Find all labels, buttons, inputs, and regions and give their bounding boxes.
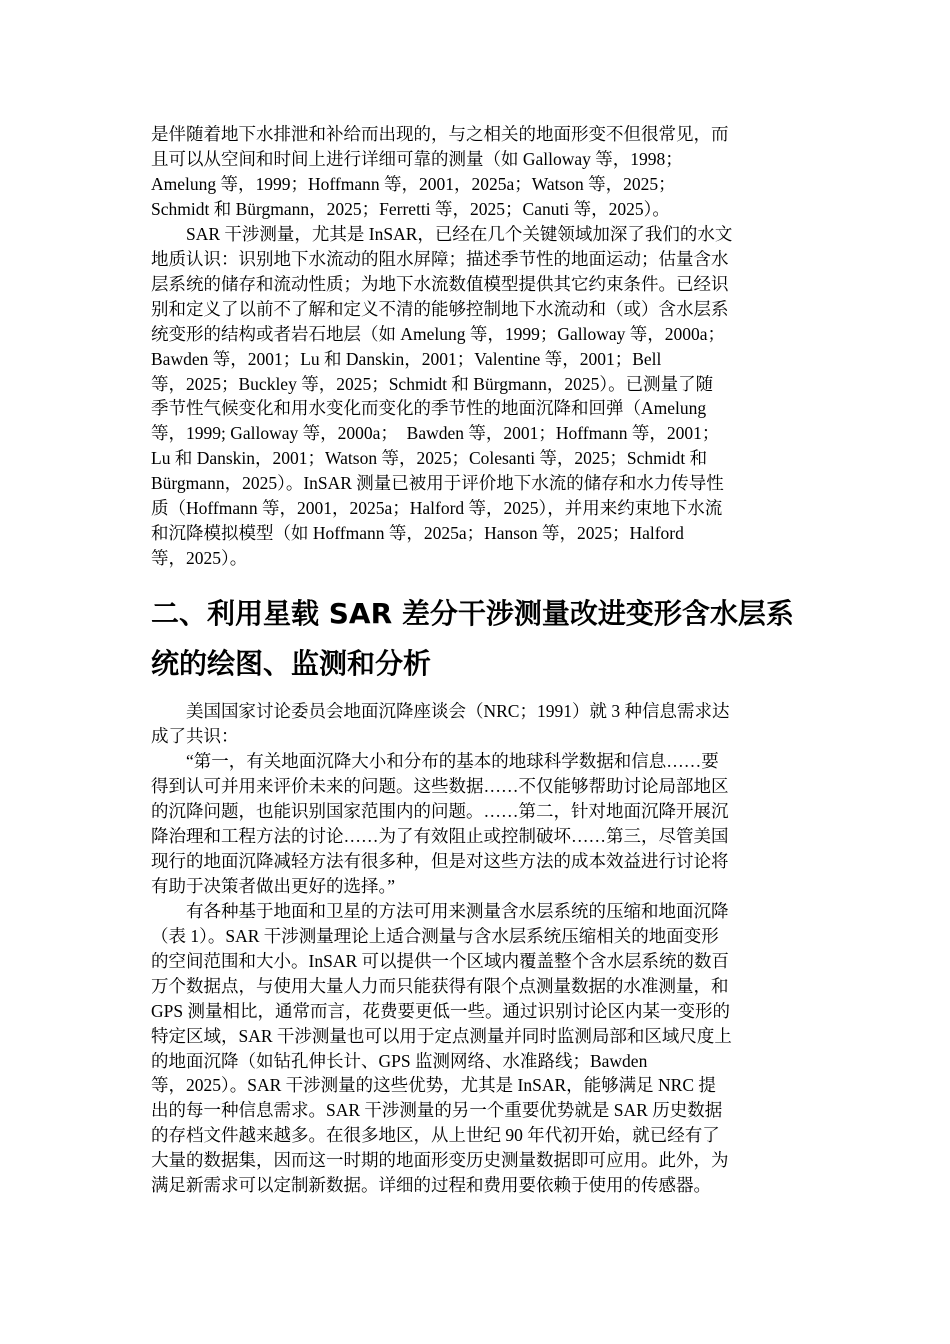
text-line: 等，2025）。 <box>151 548 248 569</box>
text-line: 季节性气候变化和用水变化而变化的季节性的地面沉降和回弹（Amelung <box>151 398 707 419</box>
text-line: “第一，有关地面沉降大小和分布的基本的地球科学数据和信息……要 <box>151 751 719 772</box>
text-line: 且可以从空间和时间上进行详细可靠的测量（如 Galloway 等，1998； <box>151 148 683 169</box>
section-heading <box>151 589 799 689</box>
paragraph-3 <box>151 699 799 749</box>
text-line: 地质认识：识别地下水流动的阻水屏障；描述季节性的地面运动；估量含水 <box>151 248 729 269</box>
text-line: 有各种基于地面和卫星的方法可用来测量含水层系统的压缩和地面沉降 <box>151 900 729 921</box>
text-line: 大量的数据集，因而这一时期的地面形变历史测量数据即可应用。此外，为 <box>151 1150 729 1171</box>
text-line: 成了共识： <box>151 726 239 747</box>
heading-line: 二、利用星载 SAR 差分干涉测量改进变形含水层系 <box>151 597 794 631</box>
text-line: 等，2025；Buckley 等，2025；Schmidt 和 Bürgmann，2025）。已测量了随 <box>151 373 714 394</box>
text-line: 美国国家讨论委员会地面沉降座谈会（NRC；1991）就 3 种信息需求达 <box>151 701 730 722</box>
text-line: 得到认可并用来评价未来的问题。这些数据……不仅能够帮助讨论局部地区 <box>151 776 729 797</box>
text-line: GPS 测量相比，通常而言，花费要更低一些。通过识别讨论区内某一变形的 <box>151 1000 730 1021</box>
heading-line: 统的绘图、监测和分析 <box>151 647 432 681</box>
text-line: Bawden 等，2001；Lu 和 Danskin，2001；Valentine 等，2001；Bell <box>151 348 662 369</box>
text-line: 的存档文件越来越多。在很多地区，从上世纪 90 年代初开始，就已经有了 <box>151 1125 720 1146</box>
text-line: 等，2025）。SAR 干涉测量的这些优势，尤其是 InSAR，能够满足 NRC 提 <box>151 1075 716 1096</box>
document-page <box>151 122 799 1198</box>
text-line: 有助于决策者做出更好的选择。” <box>151 875 396 896</box>
text-line: 是伴随着地下水排泄和补给而出现的，与之相关的地面形变不但很常见，而 <box>151 124 729 144</box>
text-line: 满足新需求可以定制新数据。详细的过程和费用要依赖于使用的传感器。 <box>151 1175 711 1196</box>
text-line: Lu 和 Danskin，2001；Watson 等，2025；Colesanti 等，2025；Schmidt 和 <box>151 448 708 469</box>
text-line: Amelung 等，1999；Hoffmann 等，2001，2025a；Watson 等，2025； <box>151 173 676 194</box>
text-line: 的沉降问题，也能识别国家范围内的问题。……第二，针对地面沉降开展沉 <box>151 800 729 821</box>
paragraph-4-quote <box>151 749 799 899</box>
text-line: 统变形的结构或者岩石地层（如 Amelung 等，1999；Galloway 等，2000a； <box>151 323 726 344</box>
text-line: 质（Hoffmann 等，2001，2025a；Halford 等，2025），并用来约束地下水流 <box>151 498 723 519</box>
text-line: 的空间范围和大小。InSAR 可以提供一个区域内覆盖整个含水层系统的数百 <box>151 950 729 971</box>
paragraph-5 <box>151 899 799 1198</box>
text-line: 特定区域，SAR 干涉测量也可以用于定点测量并同时监测局部和区域尺度上 <box>151 1025 732 1046</box>
text-line: 出的每一种信息需求。SAR 干涉测量的另一个重要优势就是 SAR 历史数据 <box>151 1100 723 1121</box>
paragraph-2 <box>151 222 799 571</box>
text-line: 和沉降模拟模型（如 Hoffmann 等，2025a；Hanson 等，2025；Halford <box>151 523 684 544</box>
text-line: Schmidt 和 Bürgmann，2025；Ferretti 等，2025；Canuti 等，2025）。 <box>151 198 670 219</box>
paragraph-1 <box>151 122 799 222</box>
text-line: 层系统的储存和流动性质；为地下水流数值模型提供其它约束条件。已经识 <box>151 273 729 294</box>
text-line: Bürgmann，2025）。InSAR 测量已被用于评价地下水流的储存和水力传导性 <box>151 473 724 494</box>
text-line: 万个数据点，与使用大量人力而只能获得有限个点测量数据的水准测量，和 <box>151 975 729 996</box>
text-line: SAR 干涉测量，尤其是 InSAR，已经在几个关键领域加深了我们的水文 <box>151 223 733 244</box>
text-line: 现行的地面沉降减轻方法有很多种，但是对这些方法的成本效益进行讨论将 <box>151 850 729 871</box>
text-line: 降治理和工程方法的讨论……为了有效阻止或控制破坏……第三，尽管美国 <box>151 825 729 846</box>
text-line: 等，1999; Galloway 等，2000a； Bawden 等，2001；Hoffmann 等，2001； <box>151 423 720 444</box>
text-line: 的地面沉降（如钻孔伸长计、GPS 监测网络、水准路线；Bawden <box>151 1050 648 1071</box>
text-line: 别和定义了以前不了解和定义不清的能够控制地下水流动和（或）含水层系 <box>151 298 729 319</box>
text-line: （表 1）。SAR 干涉测量理论上适合测量与含水层系统压缩相关的地面变形 <box>151 925 719 946</box>
